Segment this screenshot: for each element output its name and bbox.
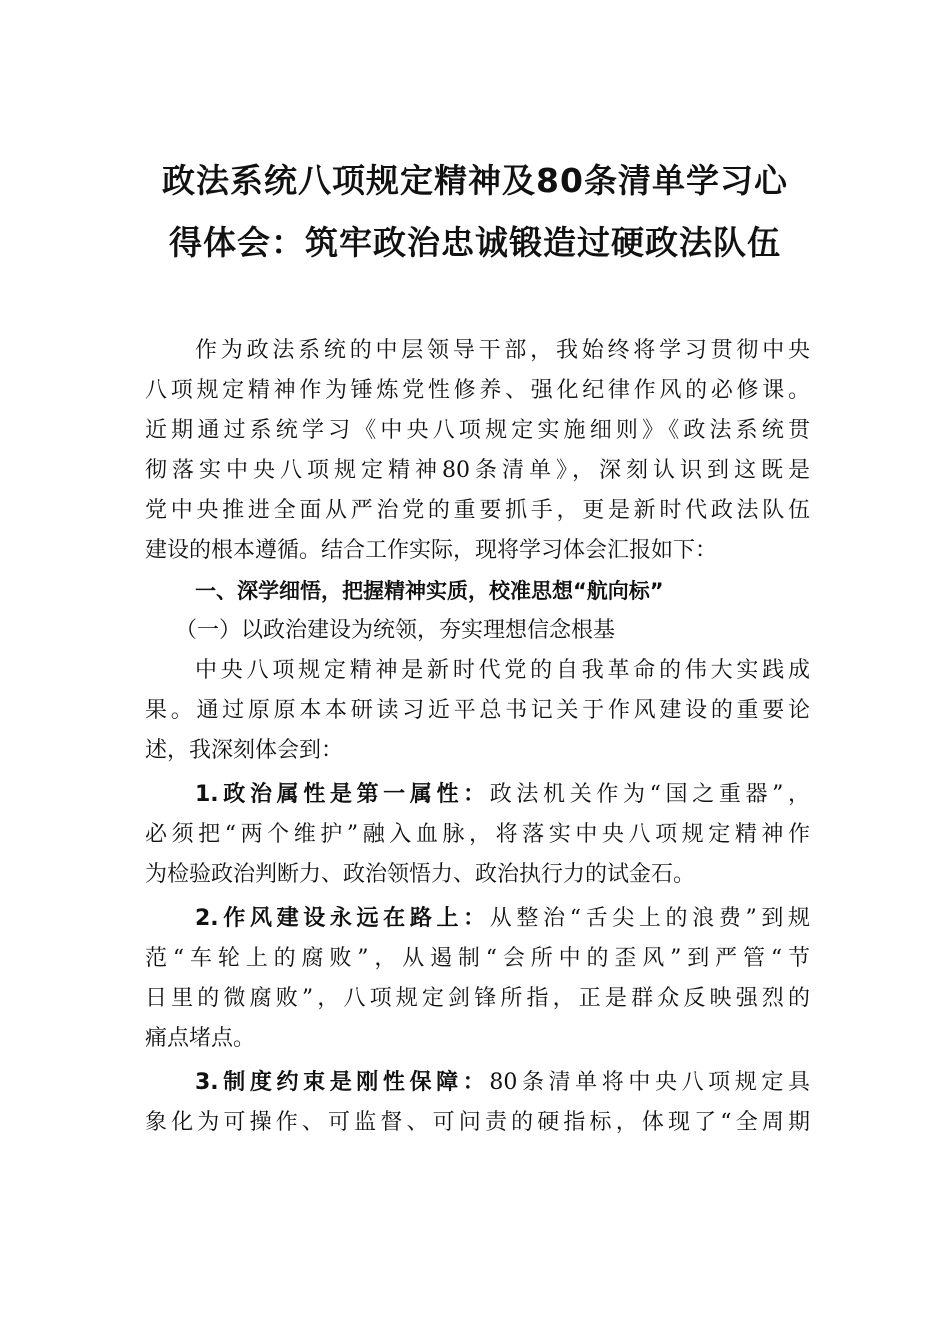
subsection-heading: （一）以政治建设为统领，夯实理想信念根基 [175,618,616,643]
section-heading: 一、深学细悟，把握精神实质，校准思想“航向标” [195,579,664,603]
paragraph-line: 中央八项规定精神是新时代党的自我革命的伟大实践成 [195,658,810,683]
point-label: 3.制度约束是刚性保障： [195,1070,490,1095]
title-line-2: 得体会：筑牢政治忠诚锻造过硬政法队伍 [169,223,781,262]
intro-line: 彻落实中央八项规定精神80条清单》，深刻认识到这既是 [145,458,810,483]
point-line: 象化为可操作、可监督、可问责的硬指标，体现了“全周期 [145,1110,810,1135]
point-label: 2.作风建设永远在路上： [195,906,490,931]
point-text: 从整治“舌尖上的浪费”到规 [489,906,810,931]
paragraph-line: 述，我深刻体会到： [145,738,344,763]
point-first-line [145,775,810,815]
point-line: 必须把“两个维护”融入血脉，将落实中央八项规定精神作 [145,822,810,847]
section-paragraph [145,651,810,771]
document-body [145,331,810,1143]
point-line: 痛点堵点。 [145,1026,256,1051]
intro-line: 建设的根本遵循。结合工作实际，现将学习体会汇报如下： [145,538,718,563]
point-line: 日里的微腐败”，八项规定剑锋所指，正是群众反映强烈的 [145,986,810,1011]
title-line-1: 政法系统八项规定精神及80条清单学习心 [162,161,788,200]
point-item [145,775,810,895]
point-first-line [145,1063,810,1103]
point-first-line [145,899,810,939]
point-item [145,899,810,1059]
point-item [145,1063,810,1143]
intro-line: 党中央推进全面从严治党的重要抓手，更是新时代政法队伍 [145,498,810,523]
paragraph-line: 果。通过原原本本研读习近平总书记关于作风建设的重要论 [145,698,810,723]
point-line: 范“车轮上的腐败”，从遏制“会所中的歪风”到严管“节 [145,946,810,971]
point-label: 1.政治属性是第一属性： [195,782,490,807]
point-text: 80条清单将中央八项规定具 [489,1070,811,1095]
intro-line: 近期通过系统学习《中央八项规定实施细则》《政法系统贯 [145,418,810,443]
point-text: 政法机关作为“国之重器”， [489,782,810,807]
point-line: 为检验政治判断力、政治领悟力、政治执行力的试金石。 [145,862,696,887]
intro-paragraph [145,331,810,571]
intro-line: 八项规定精神作为锤炼党性修养、强化纪律作风的必修课。 [145,378,810,403]
intro-line: 作为政法系统的中层领导干部，我始终将学习贯彻中央 [195,338,810,363]
document-title [140,150,810,274]
